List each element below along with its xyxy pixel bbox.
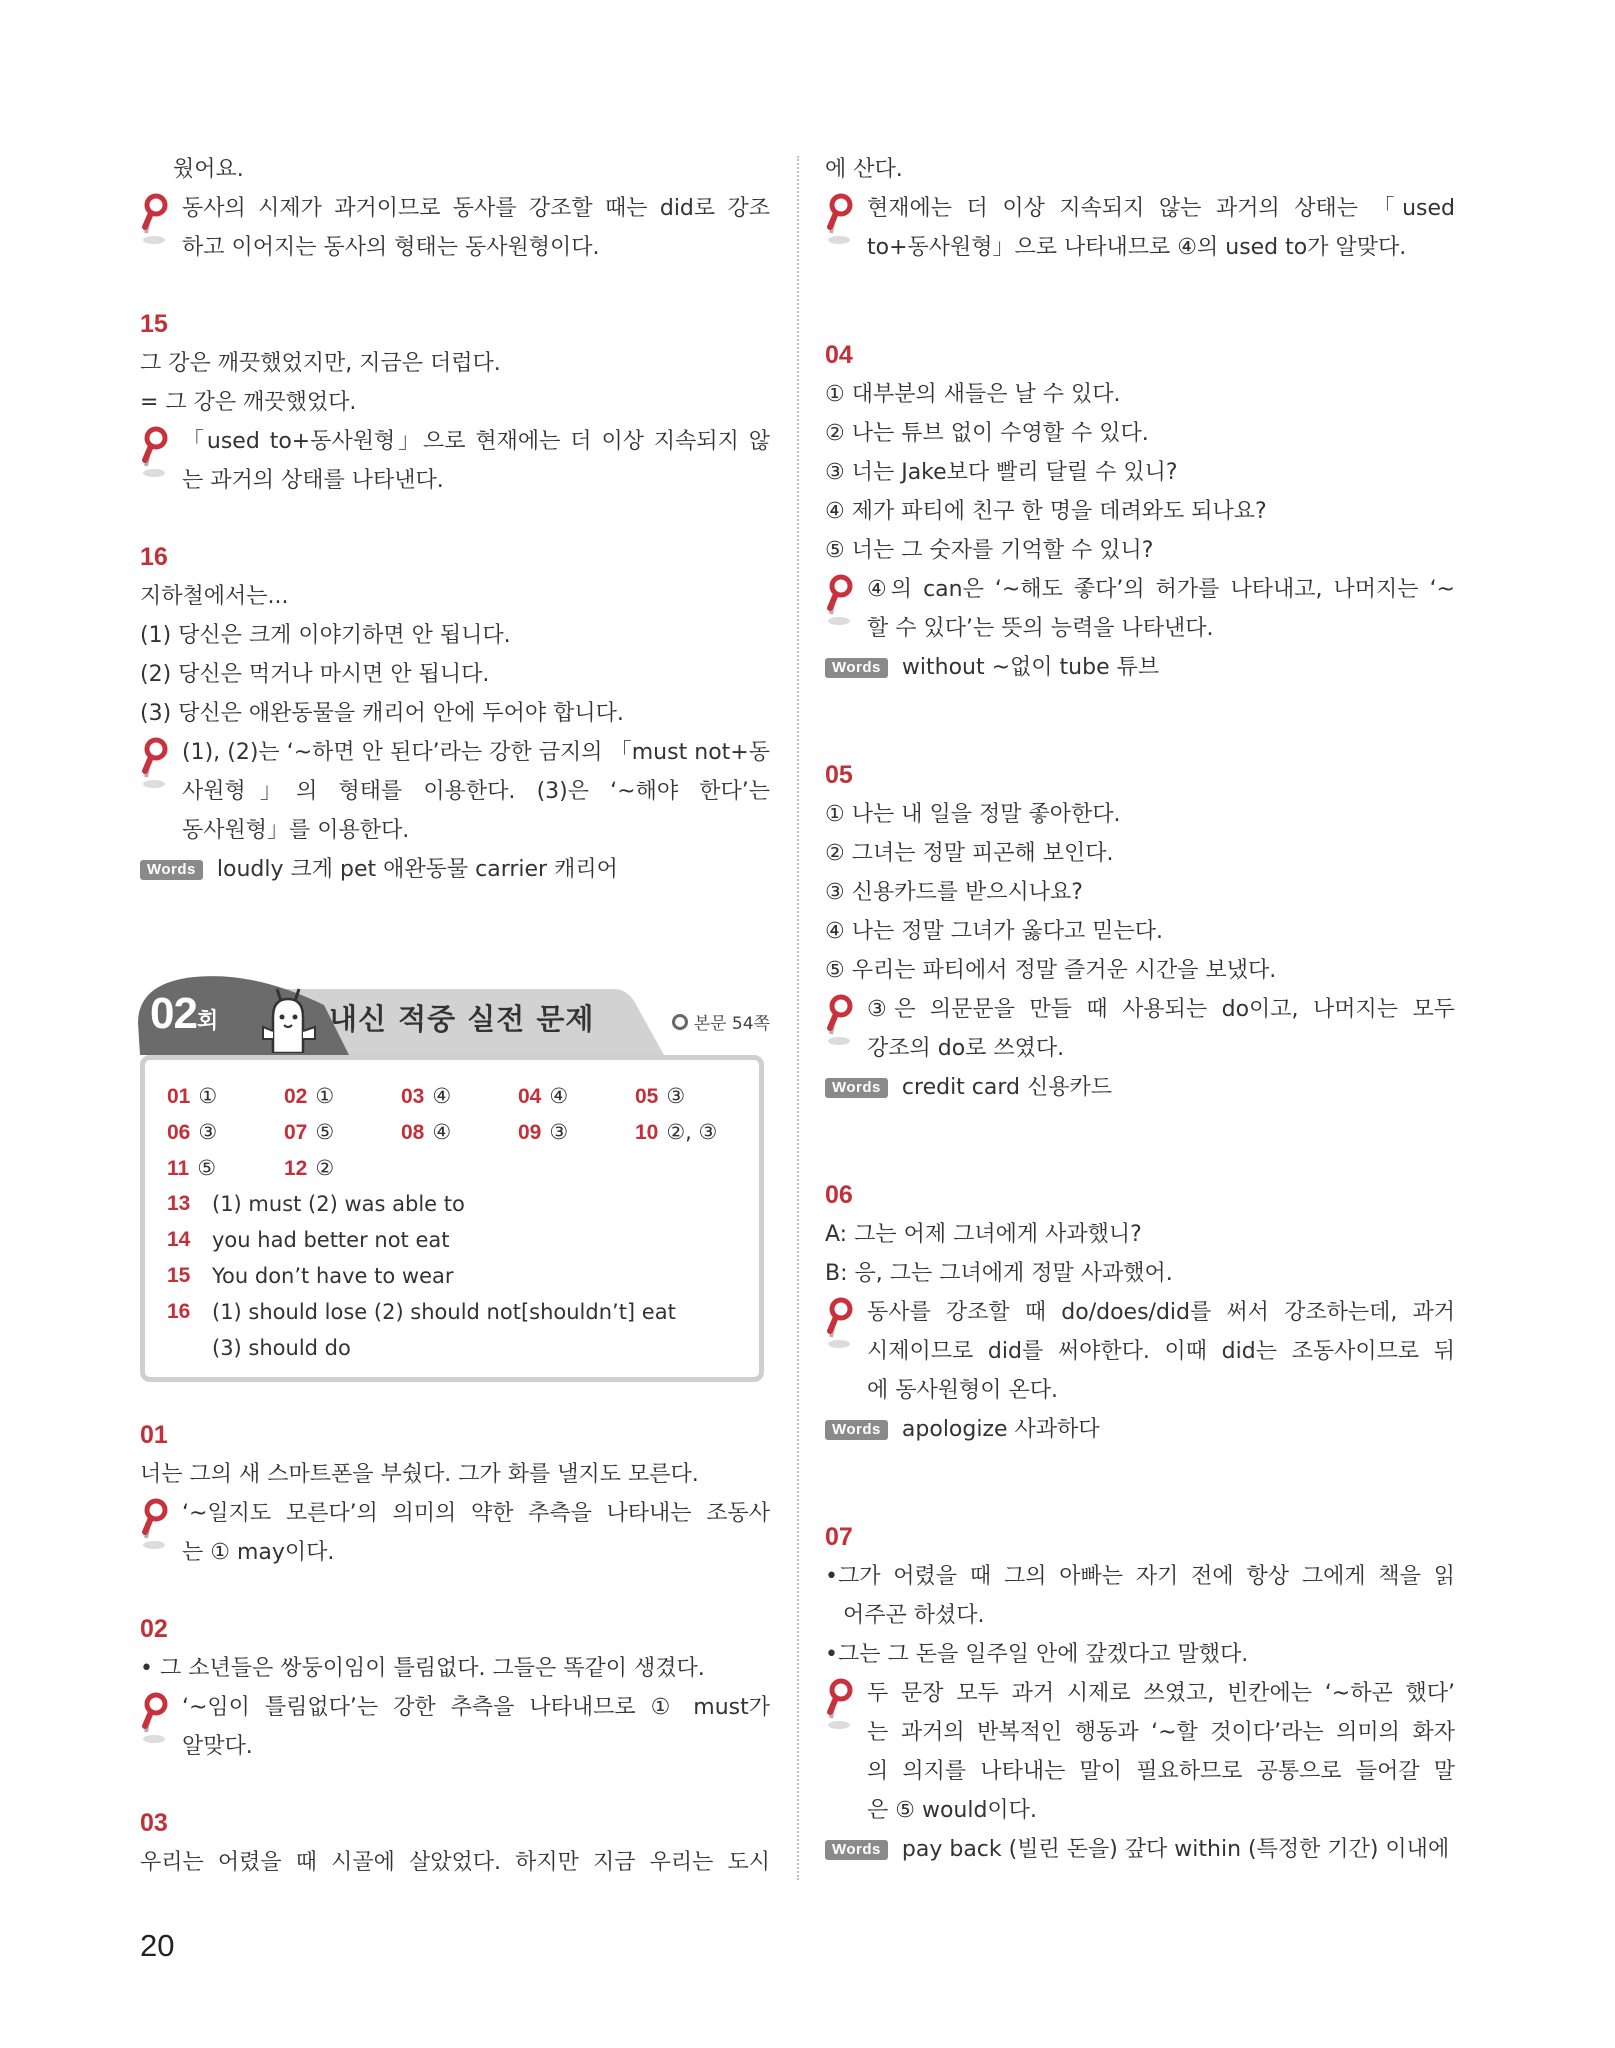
answer-value: you had better not eat: [212, 1228, 450, 1252]
text-line: (1) 당신은 크게 이야기하면 안 됩니다.: [140, 623, 511, 648]
text-line: ③ 너는 Jake보다 빨리 달릴 수 있니?: [825, 460, 1178, 485]
answer-value: ④: [432, 1120, 452, 1144]
answer-cell: [518, 1078, 635, 1114]
answer-box-header: [134, 975, 774, 1055]
text-line: (3) 당신은 애완동물을 캐리어 안에 두어야 합니다.: [140, 701, 624, 726]
tip-explanation: [140, 733, 770, 850]
text-paragraph: [140, 577, 770, 616]
words-badge: Words: [825, 1840, 888, 1860]
answer-number: 13: [167, 1192, 191, 1215]
text-paragraph: [825, 834, 1455, 873]
words-text: credit card 신용카드: [901, 1075, 1112, 1100]
answer-number: 12: [284, 1157, 308, 1180]
text-line: 에 동사원형이 온다.: [867, 1378, 1058, 1403]
question-number: 05: [825, 761, 853, 789]
text-line: 는 ① may이다.: [182, 1540, 335, 1565]
text-paragraph: [825, 414, 1455, 453]
bullet-circle-icon: [672, 1014, 688, 1030]
text-paragraph: [140, 616, 770, 655]
answer-row: [167, 1150, 757, 1186]
mascot-icon: [259, 987, 319, 1053]
text-paragraph: [825, 795, 1455, 834]
text-paragraph: [825, 375, 1455, 414]
tip-explanation: [140, 1688, 770, 1766]
answer-row: [167, 1294, 757, 1330]
answer-value: ⑤: [197, 1156, 217, 1180]
right-column: [825, 150, 1455, 1869]
words-text: apologize 사과하다: [901, 1417, 1100, 1442]
text-line: •그가 어렸을 때 그의 아빠는 자기 전에 항상 그에게 책을 읽: [825, 1564, 1455, 1589]
section: [140, 1804, 770, 1882]
magnifier-icon: [140, 737, 170, 789]
text-paragraph: [140, 383, 770, 422]
tip-explanation: [825, 1674, 1455, 1830]
answer-cell: [284, 1078, 401, 1114]
answer-value: ④: [549, 1084, 569, 1108]
section: [825, 1176, 1455, 1449]
left-column-bottom: [140, 1416, 770, 1882]
section: [140, 1610, 770, 1766]
tip-explanation: [140, 189, 770, 267]
magnifier-icon: [825, 1297, 855, 1349]
answer-number: 04: [518, 1085, 542, 1108]
answer-number: 14: [167, 1228, 191, 1251]
section: [140, 305, 770, 500]
answer-number: 07: [284, 1121, 308, 1144]
answer-value: (1) must (2) was able to: [212, 1192, 465, 1216]
text-line: 「used to+동사원형」으로 현재에는 더 이상 지속되지 않: [182, 429, 770, 454]
magnifier-icon: [825, 193, 855, 245]
answer-value: ②, ③: [666, 1120, 718, 1144]
text-line: = 그 강은 깨끗했었다.: [140, 390, 357, 415]
magnifier-icon: [140, 1692, 170, 1744]
text-line: ‘~임이 틀림없다’는 강한 추측을 나타내므로 ① must가: [182, 1695, 770, 1720]
text-line: 은 ⑤ would이다.: [867, 1798, 1037, 1823]
answer-row: [167, 1330, 757, 1366]
answer-number: 11: [167, 1157, 190, 1180]
text-paragraph: [825, 1635, 1455, 1674]
magnifier-icon: [825, 574, 855, 626]
text-paragraph: [825, 492, 1455, 531]
words-text: pay back (빌린 돈을) 갚다 within (특정한 기간) 이내에: [901, 1837, 1450, 1862]
answer-number: 05: [635, 1085, 659, 1108]
question-number: 16: [140, 543, 168, 571]
answer-number: 08: [401, 1121, 425, 1144]
column-divider: [797, 156, 799, 1880]
text-line: 할 수 있다’는 뜻의 능력을 나타낸다.: [867, 616, 1214, 641]
tip-explanation: [825, 990, 1455, 1068]
text-paragraph: [140, 694, 770, 733]
answer-value: (1) should lose (2) should not[shouldn’t] eat: [212, 1300, 676, 1324]
answer-number: 03: [401, 1085, 425, 1108]
text-line: ‘~일지도 모른다’의 의미의 약한 추측을 나타내는 조동사: [182, 1501, 770, 1526]
question-number: 02: [140, 1615, 168, 1643]
text-line: A: 그는 어제 그녀에게 사과했니?: [825, 1222, 1142, 1247]
text-line: ① 대부분의 새들은 날 수 있다.: [825, 382, 1121, 407]
section: [825, 336, 1455, 687]
text-paragraph: [825, 951, 1455, 990]
tip-explanation: [140, 422, 770, 500]
words-row: [825, 1410, 1455, 1449]
words-badge: Words: [825, 1420, 888, 1440]
text-line: ② 나는 튜브 없이 수영할 수 있다.: [825, 421, 1149, 446]
text-line: 현재에는 더 이상 지속되지 않는 과거의 상태는 「used: [867, 196, 1455, 221]
text-line: (2) 당신은 먹거나 마시면 안 됩니다.: [140, 662, 490, 687]
words-text: without ~없이 tube 튜브: [901, 655, 1160, 680]
answer-number: 06: [167, 1121, 191, 1144]
text-paragraph: [140, 150, 770, 189]
text-line: ③ 신용카드를 받으시나요?: [825, 880, 1083, 905]
answer-cell: [284, 1114, 401, 1150]
text-line: to+동사원형」으로 나타내므로 ④의 used to가 알맞다.: [867, 235, 1407, 260]
answer-number: 16: [167, 1300, 191, 1323]
tip-explanation: [825, 570, 1455, 648]
section: [825, 150, 1455, 267]
text-paragraph: [825, 453, 1455, 492]
text-paragraph: [825, 1254, 1455, 1293]
answer-number: 09: [518, 1121, 542, 1144]
text-line: ② 그녀는 정말 피곤해 보인다.: [825, 841, 1114, 866]
words-row: [825, 648, 1455, 687]
answer-number: [167, 1330, 212, 1366]
answer-cell: [635, 1078, 752, 1114]
text-line: ① 나는 내 일을 정말 좋아한다.: [825, 802, 1121, 827]
text-line: •그는 그 돈을 일주일 안에 갚겠다고 말했다.: [825, 1642, 1249, 1667]
question-number: 15: [140, 310, 168, 338]
text-line: 동사의 시제가 과거이므로 동사를 강조할 때는 did로 강조: [182, 196, 770, 221]
answer-value: ③: [549, 1120, 569, 1144]
text-line: • 그 소년들은 쌍둥이임이 틀림없다. 그들은 똑같이 생겼다.: [140, 1656, 705, 1681]
text-paragraph: [825, 873, 1455, 912]
answer-number: 15: [167, 1264, 191, 1287]
answer-cell: [167, 1114, 284, 1150]
question-number: 06: [825, 1181, 853, 1209]
section: [825, 756, 1455, 1107]
text-line: ④ 나는 정말 그녀가 옳다고 믿는다.: [825, 919, 1163, 944]
text-line: ④ 제가 파티에 친구 한 명을 데려와도 되나요?: [825, 499, 1267, 524]
answer-row: [167, 1258, 757, 1294]
text-line: 에 산다.: [825, 157, 903, 182]
page-reference: 본문 54쪽: [672, 1009, 770, 1034]
magnifier-icon: [825, 994, 855, 1046]
text-paragraph: [140, 344, 770, 383]
tip-explanation: [825, 1293, 1455, 1410]
text-paragraph: [140, 1649, 770, 1688]
magnifier-icon: [825, 1678, 855, 1730]
text-line: B: 응, 그는 그녀에게 정말 사과했어.: [825, 1261, 1173, 1286]
text-paragraph: [825, 150, 1455, 189]
answer-cell: [284, 1150, 401, 1186]
section: [140, 150, 770, 267]
section: [825, 1518, 1455, 1869]
text-paragraph: [825, 531, 1455, 570]
text-line: 동사원형」를 이용한다.: [182, 818, 410, 843]
words-badge: Words: [825, 1078, 888, 1098]
answer-value: ③: [666, 1084, 686, 1108]
words-badge: Words: [140, 860, 203, 880]
tip-explanation: [140, 1494, 770, 1572]
text-line: ④의 can은 ‘~해도 좋다’의 허가를 나타내고, 나머지는 ‘~: [867, 577, 1455, 602]
answer-value: You don’t have to wear: [212, 1264, 454, 1288]
answer-box: [140, 1055, 764, 1382]
answer-cell: [167, 1150, 284, 1186]
answer-value: ①: [198, 1084, 218, 1108]
text-line: 그 강은 깨끗했었지만, 지금은 더럽다.: [140, 351, 501, 376]
text-line: 동사를 강조할 때 do/does/did를 써서 강조하는데, 과거: [867, 1300, 1455, 1325]
answer-row: [167, 1114, 757, 1150]
text-line: 어주곤 하셨다.: [843, 1603, 985, 1628]
answer-cell: [401, 1114, 518, 1150]
answer-cell: [518, 1114, 635, 1150]
text-line: 우리는 어렸을 때 시골에 살았었다. 하지만 지금 우리는 도시: [140, 1850, 770, 1875]
magnifier-icon: [140, 1498, 170, 1550]
text-line: ⑤ 우리는 파티에서 정말 즐거운 시간을 보냈다.: [825, 958, 1277, 983]
text-paragraph: [825, 1557, 1455, 1635]
words-text: loudly 크게 pet 애완동물 carrier 캐리어: [216, 857, 618, 882]
question-number: 03: [140, 1809, 168, 1837]
answer-value: ⑤: [315, 1120, 335, 1144]
section: [140, 1416, 770, 1572]
answer-number: 02: [284, 1085, 308, 1108]
text-line: 의 의지를 나타내는 말이 필요하므로 공통으로 들어갈 말: [867, 1759, 1455, 1784]
answer-row: [167, 1186, 757, 1222]
question-number: 07: [825, 1523, 853, 1551]
text-paragraph: [140, 655, 770, 694]
text-line: ③은 의문문을 만들 때 사용되는 do이고, 나머지는 모두: [867, 997, 1455, 1022]
answer-value: ①: [315, 1084, 335, 1108]
text-line: 시제이므로 did를 써야한다. 이때 did는 조동사이므로 뒤: [867, 1339, 1455, 1364]
page-number: 20: [140, 1928, 175, 1963]
round-label: 02회: [150, 989, 218, 1038]
text-line: 지하철에서는...: [140, 584, 289, 609]
tip-explanation: [825, 189, 1455, 267]
text-line: 사원형」의 형태를 이용한다. (3)은 ‘~해야 한다’는: [182, 779, 770, 804]
text-line: 하고 이어지는 동사의 형태는 동사원형이다.: [182, 235, 600, 260]
text-line: 너는 그의 새 스마트폰을 부쉈다. 그가 화를 낼지도 모른다.: [140, 1462, 699, 1487]
answer-row: [167, 1078, 757, 1114]
text-line: 는 과거의 상태를 나타낸다.: [182, 468, 444, 493]
answer-row: [167, 1222, 757, 1258]
text-paragraph: [825, 912, 1455, 951]
text-line: 는 과거의 반복적인 행동과 ‘~할 것이다’라는 의미의 화자: [867, 1720, 1455, 1745]
text-line: (1), (2)는 ‘~하면 안 된다’라는 강한 금지의 「must not+동: [182, 740, 770, 765]
text-paragraph: [140, 1455, 770, 1494]
words-badge: Words: [825, 658, 888, 678]
text-paragraph: [825, 1215, 1455, 1254]
answer-value: (3) should do: [212, 1336, 351, 1360]
answer-box-title: 내신 적중 실전 문제: [329, 1002, 595, 1036]
text-paragraph: [140, 1843, 770, 1882]
magnifier-icon: [140, 426, 170, 478]
answer-value: ④: [432, 1084, 452, 1108]
question-number: 01: [140, 1421, 168, 1449]
answer-cell: [401, 1078, 518, 1114]
answer-value: ③: [198, 1120, 218, 1144]
section: [140, 538, 770, 889]
magnifier-icon: [140, 193, 170, 245]
answer-value: ②: [315, 1156, 335, 1180]
answer-number: 10: [635, 1121, 659, 1144]
text-line: ⑤ 너는 그 숫자를 기억할 수 있니?: [825, 538, 1154, 563]
words-row: [825, 1830, 1455, 1869]
words-row: [140, 850, 770, 889]
left-column-top: [140, 150, 770, 889]
question-number: 04: [825, 341, 853, 369]
text-line: 알맞다.: [182, 1734, 253, 1759]
text-line: 두 문장 모두 과거 시제로 쓰였고, 빈칸에는 ‘~하곤 했다’: [867, 1681, 1455, 1706]
text-line: 강조의 do로 쓰였다.: [867, 1036, 1065, 1061]
answer-number: 01: [167, 1085, 191, 1108]
words-row: [825, 1068, 1455, 1107]
answer-cell: [635, 1114, 752, 1150]
answer-cell: [167, 1078, 284, 1114]
text-line: 웠어요.: [173, 157, 244, 182]
answer-grid: [167, 1078, 757, 1366]
